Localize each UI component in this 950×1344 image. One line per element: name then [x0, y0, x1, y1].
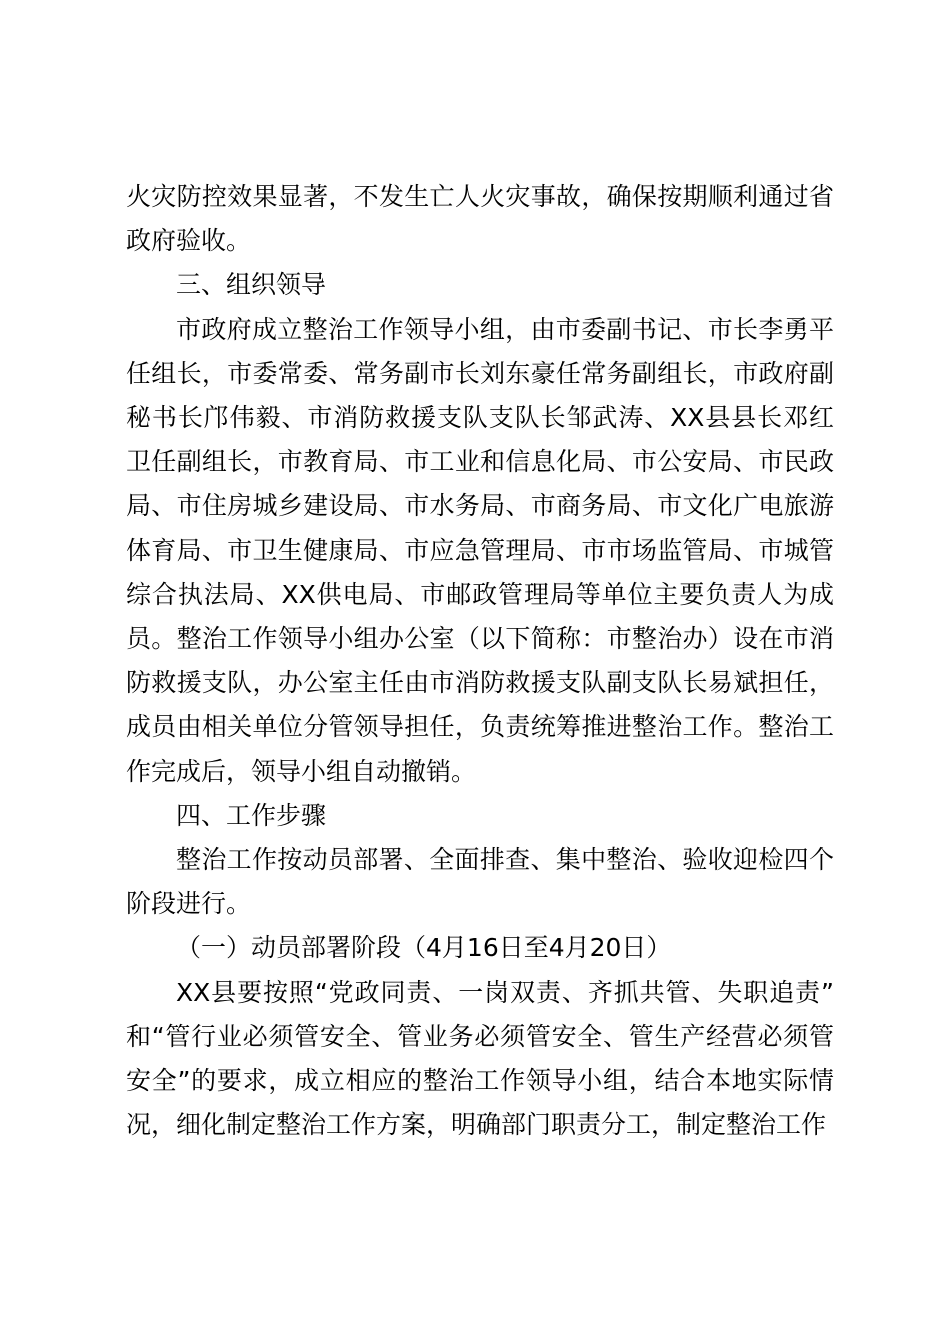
paragraph-continuation: 火灾防控效果显著，不发生亡人火灾事故，确保按期顺利通过省政府验收。: [126, 182, 834, 256]
paragraph-leadership-group: 市政府成立整治工作领导小组，由市委副书记、市长李勇平任组长，市委常委、常务副市长刘东豪任常务副组长，市政府副秘书长邝伟毅、市消防救援支队支队长邹武涛、XX县县长邓红卫任副组长，市教育局、市工业和信息化局、市公安局、市民政局、市住房城乡建设局、市水务局、市商务局、市文化广电旅游体育局、市卫生健康局、市应急管理局、市市场监管局、市城管综合执法局、XX供电局、市邮政管理局等单位主要负责人为成员。整治工作领导小组办公室（以下简称：市整治办）设在市消防救援支队，办公室主任由市消防救援支队副支队长易斌担任，成员由相关单位分管领导担任，负责统筹推进整治工作。整治工作完成后，领导小组自动撤销。: [126, 314, 834, 786]
section-heading-work-steps: 四、工作步骤: [176, 800, 327, 830]
document-body: [126, 175, 834, 1147]
paragraph-county-requirements: XX县要按照“党政同责、一岗双责、齐抓共管、失职追责”和“管行业必须管安全、管业务必须管安全、管生产经营必须管安全”的要求，成立相应的整治工作领导小组，结合本地实际情况，细化制定整治工作方案，明确部门职责分工，制定整治工作: [126, 977, 834, 1140]
subsection-heading-mobilization: （一）动员部署阶段（4月16日至4月20日）: [176, 933, 672, 963]
paragraph-stages: 整治工作按动员部署、全面排查、集中整治、验收迎检四个阶段进行。: [126, 845, 834, 919]
section-heading-organization: 三、组织领导: [176, 270, 327, 300]
